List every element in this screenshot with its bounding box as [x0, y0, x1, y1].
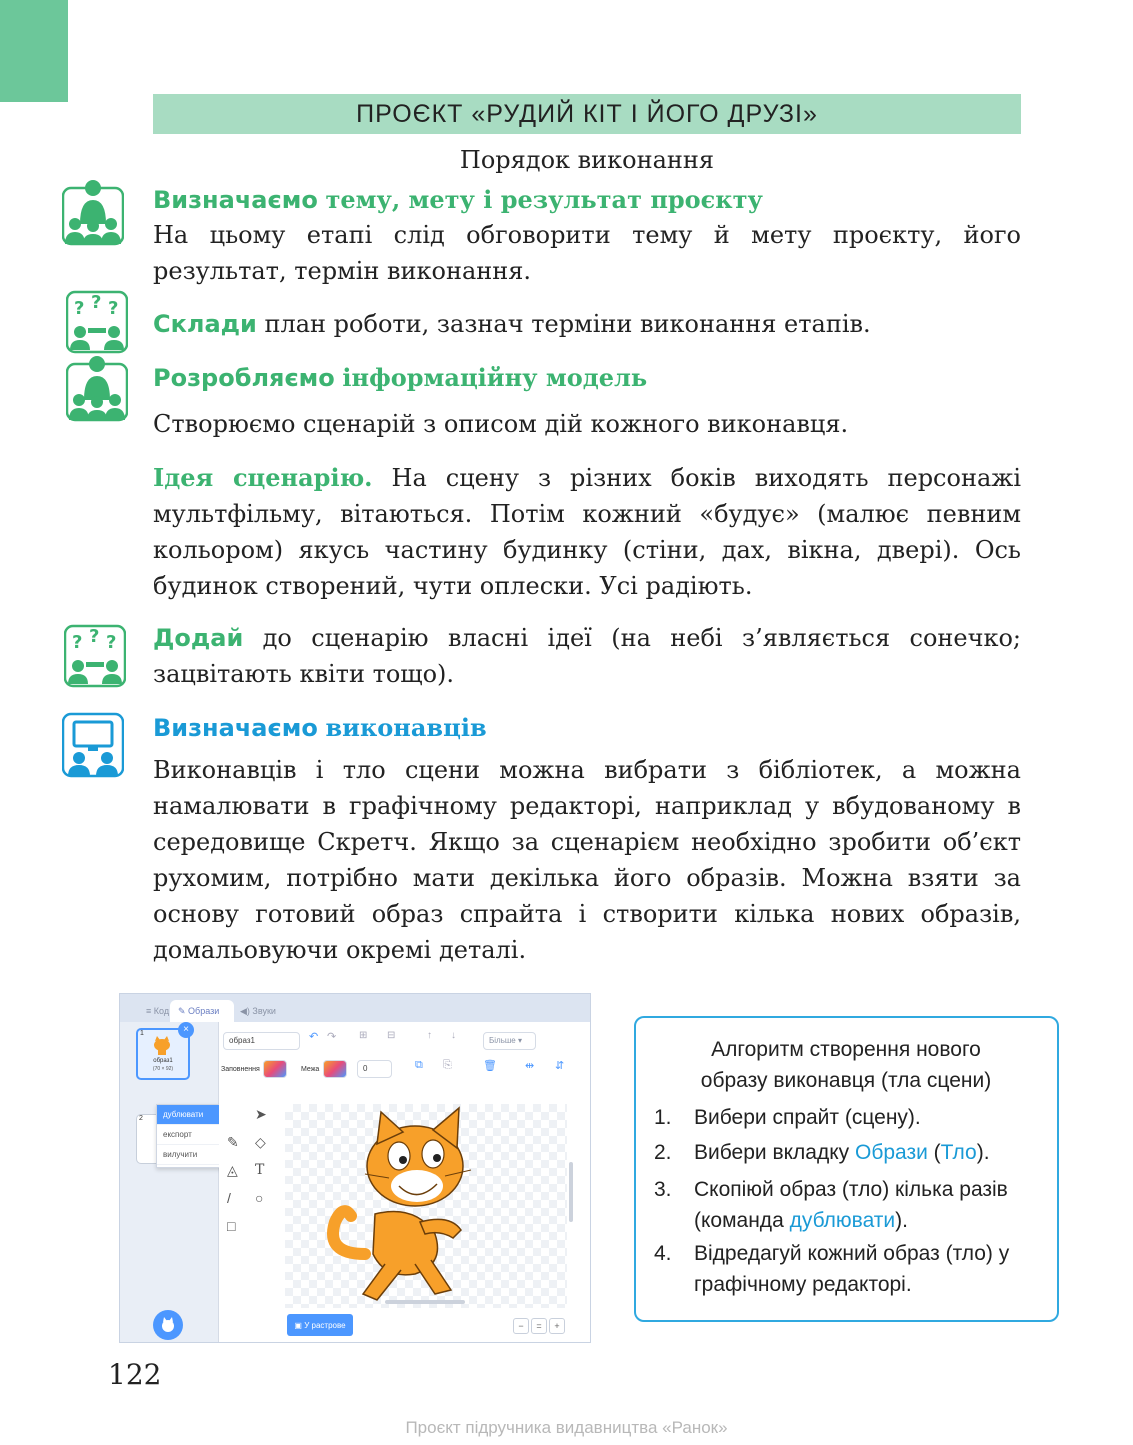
flip-horizontal-icon[interactable]: ⇹ [525, 1060, 535, 1072]
corner-tab [0, 0, 68, 102]
outline-color-picker[interactable] [323, 1060, 347, 1078]
step-number: 2. [654, 1141, 672, 1164]
menu-item-export[interactable]: експорт [157, 1125, 237, 1145]
section-goal-head-b: тему, мету і результат проєкту [325, 185, 763, 214]
more-dropdown[interactable]: Більше ▾ [483, 1032, 536, 1050]
vertical-scrollbar[interactable] [569, 1162, 573, 1222]
trash-icon[interactable]: 🗑 [483, 1060, 497, 1072]
section-actors [153, 710, 1021, 746]
tab-costumes-label: Образи [188, 1006, 220, 1016]
cat-add-icon [153, 1310, 183, 1340]
zoom-out-button[interactable]: − [513, 1318, 529, 1334]
costume-thumb-1[interactable] [136, 1024, 190, 1080]
step-text-part: ). [895, 1209, 908, 1232]
section-plan-head: Склади [153, 310, 257, 338]
zoom-reset-button[interactable]: = [531, 1318, 547, 1334]
algorithm-title [656, 1034, 1036, 1096]
speaker-icon: ◀) [240, 1005, 253, 1016]
circle-tool-icon[interactable]: ○ [255, 1190, 264, 1206]
image-icon: ▣ [294, 1320, 305, 1330]
section-model-head-a: Розробляємо [153, 364, 335, 392]
algorithm-title-line-1: Алгоритм створення нового [711, 1038, 981, 1061]
costume-name-input[interactable]: образ1 [223, 1032, 300, 1050]
code-icon: ≡ [146, 1006, 154, 1016]
ungroup-icon[interactable]: ⊟ [387, 1030, 396, 1041]
section-model [153, 360, 1021, 396]
svg-text:?: ? [72, 632, 83, 653]
computer-group-icon [62, 712, 124, 778]
svg-text:?: ? [106, 632, 117, 653]
text-tool-icon[interactable]: T [255, 1162, 265, 1178]
section-add-text: до сценарію власні ідеї (на небі з’являється сонечко; зацвітають квіти тощо). [153, 624, 1021, 688]
outline-label: Межа [301, 1066, 320, 1073]
backdrop-term: Тло [940, 1141, 977, 1164]
section-actors-head-a: Визначаємо [153, 714, 318, 742]
svg-text:?: ? [89, 626, 100, 647]
convert-to-bitmap-button[interactable] [287, 1314, 353, 1336]
question-group-icon [66, 288, 128, 354]
step-text-part: ). [976, 1141, 990, 1164]
section-add [153, 620, 1021, 692]
svg-text:?: ? [91, 292, 102, 313]
delete-icon[interactable]: × [178, 1022, 194, 1038]
section-model-head-b: інформаційну модель [342, 363, 648, 392]
editor-tabs [120, 994, 590, 1022]
step-text: Відредагуй кожний образ (тло) у графічному редакторі. [694, 1242, 1010, 1296]
page-number: 122 [108, 1358, 162, 1391]
section-goal [153, 182, 1021, 218]
forward-icon[interactable]: ↑ [427, 1030, 432, 1041]
copy-icon[interactable]: ⧉ [415, 1059, 423, 1071]
cat-thumb-icon [150, 1036, 174, 1056]
paint-editor [219, 1022, 590, 1342]
select-tool-icon[interactable]: ➤ [255, 1106, 267, 1122]
menu-item-duplicate[interactable]: дублювати [157, 1105, 237, 1125]
algorithm-title-line-2: образу виконавця (тла сцени) [700, 1069, 992, 1092]
algorithm-box [634, 1016, 1059, 1322]
step-text-part: ( [927, 1141, 941, 1164]
brush-tool-icon[interactable]: ✎ [227, 1134, 239, 1150]
tab-code-label: Код [153, 1006, 170, 1016]
section-idea [153, 460, 1021, 604]
step-text-part: Вибери вкладку [694, 1141, 855, 1164]
subtitle: Порядок виконання [459, 146, 715, 174]
section-idea-head: Ідея сценарію. [153, 463, 373, 492]
paint-canvas[interactable] [285, 1104, 567, 1308]
section-model-text: Створюємо сценарій з описом дій кожного виконавця. [153, 410, 849, 438]
svg-text:?: ? [108, 298, 119, 319]
scratch-cat-image [285, 1104, 567, 1308]
line-tool-icon[interactable]: / [227, 1190, 231, 1206]
paste-icon[interactable]: ⎘ [443, 1059, 452, 1071]
tab-sounds-label: Звуки [252, 1006, 276, 1016]
section-plan-text: план роботи, зазнач терміни виконання етапів. [256, 310, 871, 338]
raster-label: У растрове [304, 1320, 346, 1330]
thumb-label: образ1 [153, 1058, 173, 1064]
thumb-number: 2 [139, 1115, 143, 1122]
undo-icon[interactable]: ↶ [309, 1031, 319, 1043]
costumes-term: Образи [854, 1141, 928, 1164]
fill-label: Заповнення [221, 1066, 260, 1073]
footer-note: Проєкт підручника видавництва «Ранок» [405, 1418, 728, 1437]
new-costume-button[interactable] [153, 1310, 183, 1340]
redo-icon[interactable]: ↷ [327, 1031, 337, 1043]
zoom-in-button[interactable]: + [549, 1318, 565, 1334]
section-idea-text: На сцену з різних боків виходять персонажі мультфільму, вітаються. Потім кожний «будує» (малює певним кольором) якусь частину будинку (стіни, дах, вікна, двері). Ось будинок створений, чути оплески. Усі радіють. [153, 464, 1022, 600]
step-text [694, 1174, 1054, 1236]
rect-tool-icon[interactable]: □ [227, 1218, 236, 1234]
thumb-number: 1 [140, 1030, 144, 1037]
section-plan [153, 306, 1021, 342]
step-text-part: Скопіюй образ (тло) кілька разів (команда [694, 1178, 1008, 1232]
step-number: 3. [654, 1178, 672, 1201]
duplicate-term: дублювати [789, 1209, 896, 1232]
scratch-screenshot [119, 993, 591, 1343]
question-group-icon [64, 622, 126, 688]
step-text [694, 1137, 1054, 1168]
step-number: 4. [654, 1242, 672, 1265]
page-title: ПРОЄКТ «РУДИЙ КІТ І ЙОГО ДРУЗІ» [153, 94, 1021, 134]
teacher-students-icon [66, 356, 128, 422]
fill-color-picker[interactable] [263, 1060, 287, 1078]
section-goal-text: На цьому етапі слід обговорити тему й мету проєкту, його результат, термін виконання. [153, 221, 1021, 285]
teacher-students-icon [62, 180, 124, 246]
step-text: Вибери спрайт (сцену). [694, 1106, 921, 1129]
svg-text:?: ? [74, 298, 85, 319]
section-goal-head-a: Визначаємо [153, 186, 318, 214]
eraser-tool-icon[interactable]: ◇ [255, 1134, 266, 1150]
group-icon[interactable]: ⊞ [359, 1030, 368, 1041]
section-actors-text: Виконавців і тло сцени можна вибрати з бібліотек, а можна намалювати в графічному редакторі, наприклад у вбудованому в середовище Скретч. Якщо за сценарієм необхідно зробити об’єкт рухомим, потрібно мати декілька його образів. Можна взяти за основу готовий образ спрайта і створити кілька нових образів, домальовуючи окремі деталі. [153, 756, 1021, 964]
brush-icon: ✎ [178, 1005, 189, 1016]
section-actors-head-b: виконавців [325, 713, 487, 742]
flip-vertical-icon[interactable]: ⇵ [555, 1060, 565, 1072]
outline-width-input[interactable]: 0 [357, 1060, 392, 1078]
fill-tool-icon[interactable]: ◬ [227, 1162, 238, 1178]
step-number: 1. [654, 1106, 672, 1129]
backward-icon[interactable]: ↓ [451, 1030, 456, 1041]
section-add-head: Додай [153, 624, 244, 652]
thumb-size: (70 × 92) [152, 1066, 174, 1072]
costume-list [120, 1022, 219, 1342]
tab-costumes[interactable] [170, 1000, 234, 1022]
more-label: Більше [489, 1036, 516, 1045]
tab-sounds[interactable] [232, 1000, 284, 1022]
menu-item-delete[interactable]: вилучити [157, 1145, 237, 1165]
